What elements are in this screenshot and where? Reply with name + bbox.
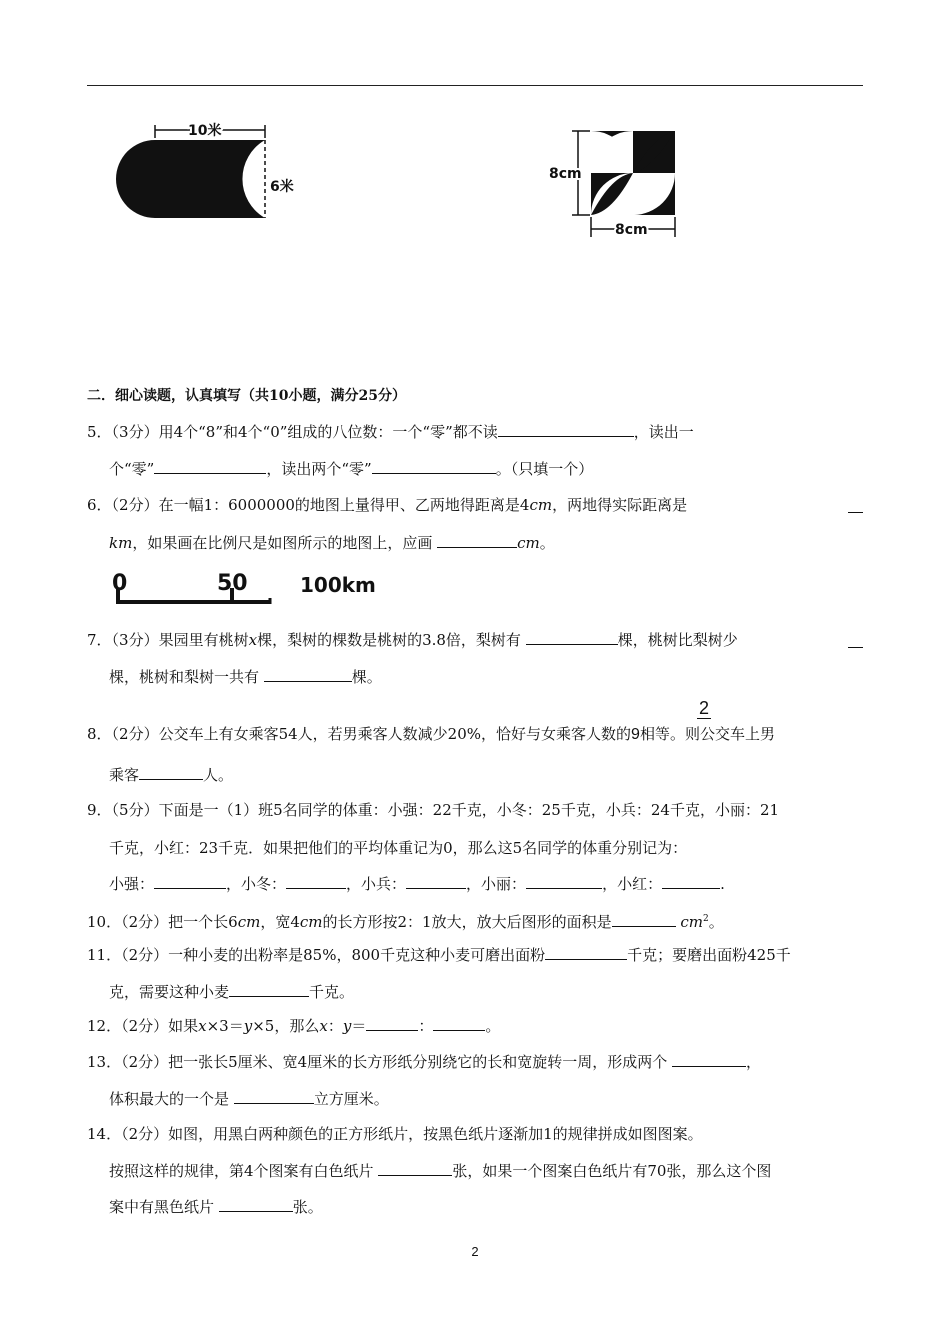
q13-text-d: 立方厘米。	[313, 1090, 389, 1108]
q8-text-d: 人。	[203, 766, 234, 784]
q5-text-b: ，读出一	[633, 423, 694, 441]
oval-top-label: 10米	[188, 123, 222, 139]
q12-text-b: ×3＝	[206, 1017, 244, 1035]
q12-var-y-1: y	[243, 1017, 253, 1035]
oval-figure	[108, 118, 308, 230]
q11-blank-2[interactable]	[229, 982, 309, 997]
q6-unit-km: km	[109, 534, 133, 552]
q12-text-c: ×5，那么	[252, 1017, 320, 1035]
q10-text-b: ，宽4	[260, 913, 300, 931]
q9-name-xiaodong: ，小冬：	[226, 875, 287, 893]
question-12	[87, 1016, 500, 1036]
q8-text-a: 8．（2分）公交车上有女乘客54人，若男乘客人数减少20%，恰好与女乘客人数的	[87, 725, 632, 743]
q6-blank-1[interactable]	[848, 498, 863, 513]
q12-text-d: ：	[327, 1017, 343, 1035]
q12-text-e: ＝	[351, 1017, 367, 1035]
q11-text-b: 千克；要磨出面粉425千	[627, 946, 791, 964]
q7-var-x: x	[248, 631, 258, 649]
question-11-line-2	[109, 982, 354, 1002]
q14-blank-2[interactable]	[219, 1197, 293, 1212]
square-figure	[548, 125, 688, 245]
q7-text-e: 棵。	[351, 668, 382, 686]
q12-var-x-2: x	[319, 1017, 328, 1035]
scale-bar-figure	[108, 562, 383, 614]
q12-blank-1[interactable]	[366, 1016, 418, 1031]
q7-text-a: 7．（3分）果园里有桃树	[87, 631, 249, 649]
question-8-line-2	[109, 765, 233, 785]
q9-blank-5[interactable]	[662, 874, 720, 889]
q6-text-b: ，两地得实际距离是	[552, 496, 688, 514]
q12-blank-2[interactable]	[433, 1016, 485, 1031]
q12-var-x-1: x	[198, 1017, 207, 1035]
q5-text-a: 5．（3分）用4个“8”和4个“0”组成的八位数：一个“零”都不读	[87, 423, 498, 441]
q14-text-c: 张，如果一个图案白色纸片有70张，那么这个图	[452, 1162, 772, 1180]
q10-unit-cm-1: cm	[237, 913, 261, 931]
q7-blank-3[interactable]	[264, 667, 352, 682]
question-7-line-2	[109, 667, 382, 687]
q9-name-xiaoli: ，小丽：	[466, 875, 527, 893]
question-10	[87, 909, 724, 932]
q12-text-f: ：	[418, 1017, 434, 1035]
q7-text-c: 棵，桃树比梨树少	[617, 631, 738, 649]
q14-text-e: 张。	[292, 1198, 323, 1216]
question-7-line-1	[87, 630, 738, 650]
q7-text-d: 棵，桃树和梨树一共有	[109, 668, 260, 686]
q9-name-xiaohong: ，小红：	[602, 875, 663, 893]
q14-text-b: 按照这样的规律，第4个图案有白色纸片	[109, 1162, 374, 1180]
question-14-line-1: 14．（2分）如图，用黑白两种颜色的正方形纸片，按黑色纸片逐渐加1的规律拼成如图图案。	[87, 1125, 703, 1143]
question-9-line-1: 9．（5分）下面是一（1）班5名同学的体重：小强：22千克，小冬：25千克，小兵：24千克，小丽：21	[87, 801, 780, 819]
q11-blank-1[interactable]	[545, 945, 627, 960]
q9-blank-2[interactable]	[286, 874, 346, 889]
square-left-label: 8cm	[549, 166, 582, 182]
q5-text-d: ，读出两个“零”	[266, 460, 372, 478]
q10-text-d: 。	[708, 913, 724, 931]
q6-unit-cm-2: cm	[517, 534, 540, 552]
question-14-line-3	[109, 1197, 323, 1217]
q13-text-a: 13．（2分）把一张长5厘米、宽4厘米的长方形纸分别绕它的长和宽旋转一周，形成两个	[87, 1053, 668, 1071]
question-9-line-2: 千克，小红：23千克．如果把他们的平均体重记为0，那么这5名同学的体重分别记为：	[109, 839, 688, 857]
q6-blank-2[interactable]	[437, 533, 517, 548]
scale-label-0: 0	[112, 571, 128, 596]
section-title: 二．细心读题，认真填写（共10小题，满分25分）	[87, 388, 406, 404]
q8-fraction-denominator: 9	[631, 726, 640, 743]
q13-blank-1[interactable]	[672, 1052, 746, 1067]
q8-fraction	[697, 699, 711, 720]
q9-blank-1[interactable]	[154, 874, 226, 889]
q6-text-a: 6．（2分）在一幅1：6000000的地图上量得甲、乙两地得距离是4	[87, 496, 530, 514]
question-11-line-1	[87, 945, 791, 965]
q10-unit-sup: 2	[702, 914, 709, 924]
question-14-line-2	[109, 1161, 771, 1181]
q8-fraction-bar	[697, 718, 711, 719]
question-6-line-2	[109, 533, 555, 553]
q5-blank-3[interactable]	[372, 459, 496, 474]
q14-text-d: 案中有黑色纸片	[109, 1198, 215, 1216]
q6-text-c: ，如果画在比例尺是如图所示的地图上，应画	[132, 534, 433, 552]
question-13-line-2	[109, 1089, 389, 1109]
q5-blank-2[interactable]	[154, 459, 266, 474]
q10-text-c: 的长方形按2：1放大，放大后图形的面积是	[322, 913, 612, 931]
q7-text-b: 棵，梨树的棵数是桃树的3.8倍，梨树有	[257, 631, 521, 649]
q13-blank-2[interactable]	[234, 1089, 314, 1104]
question-13-line-1	[87, 1052, 761, 1072]
q9-name-xiaoqiang: 小强：	[109, 875, 155, 893]
q11-text-d: 千克。	[309, 983, 355, 1001]
question-6-line-1	[87, 495, 687, 515]
q10-unit-cm2: cm	[680, 913, 703, 931]
q9-blank-3[interactable]	[406, 874, 466, 889]
q7-blank-2[interactable]	[848, 633, 863, 648]
q6-unit-cm: cm	[529, 496, 553, 514]
q5-text-e: 。（只填一个）	[495, 460, 594, 478]
q12-text-g: 。	[485, 1017, 501, 1035]
q6-text-d: 。	[539, 534, 555, 552]
question-9-line-3	[109, 874, 725, 894]
header-rule	[87, 85, 863, 86]
question-8-line-1	[87, 724, 775, 745]
q9-end: .	[720, 875, 725, 893]
square-bottom-label: 8cm	[615, 222, 648, 238]
q5-blank-1[interactable]	[498, 422, 634, 437]
q10-unit-cm-2: cm	[299, 913, 323, 931]
scale-label-100km: 100km	[300, 573, 376, 597]
question-5-line-2	[109, 459, 593, 479]
q5-text-c: 个“零”	[109, 460, 155, 478]
page-number: 2	[471, 1244, 479, 1259]
q12-var-y-2: y	[342, 1017, 352, 1035]
q13-text-c: 体积最大的一个是	[109, 1090, 230, 1108]
q8-text-c: 乘客	[109, 766, 140, 784]
q8-fraction-numerator: 2	[698, 698, 709, 718]
q11-text-a: 11．（2分）一种小麦的出粉率是85%，800千克这种小麦可磨出面粉	[87, 946, 546, 964]
q13-text-b: ，	[746, 1053, 762, 1071]
q12-text-a: 12．（2分）如果	[87, 1017, 199, 1035]
q8-text-b: 相等。则公交车上男	[639, 725, 775, 743]
q7-blank-1[interactable]	[526, 630, 618, 645]
question-5-line-1	[87, 422, 694, 442]
q9-name-xiaobing: ，小兵：	[346, 875, 407, 893]
q11-text-c: 克，需要这种小麦	[109, 983, 230, 1001]
q14-blank-1[interactable]	[378, 1161, 452, 1176]
q10-text-a: 10．（2分）把一个长6	[87, 913, 238, 931]
q10-blank-1[interactable]	[612, 912, 676, 927]
q8-blank-1[interactable]	[139, 765, 203, 780]
scale-label-50: 50	[217, 571, 248, 596]
oval-side-label: 6米	[270, 179, 294, 195]
q9-blank-4[interactable]	[526, 874, 602, 889]
